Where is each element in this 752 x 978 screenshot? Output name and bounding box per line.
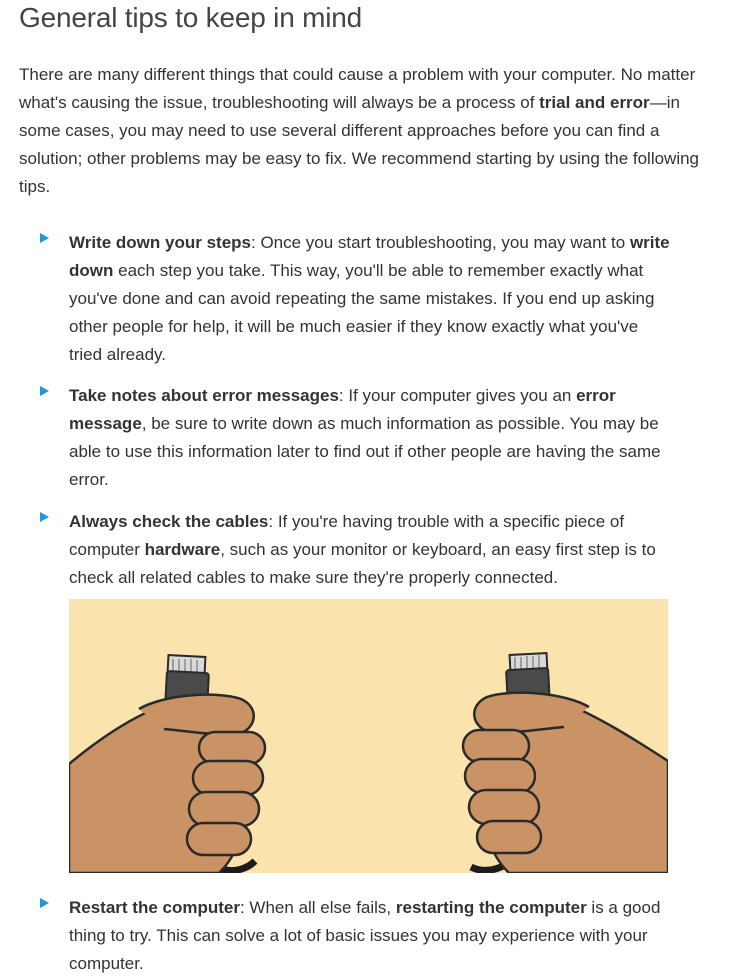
tip-body: : If your computer gives you an: [338, 386, 577, 405]
bullet-arrow-icon: [40, 898, 49, 908]
tip-text: [69, 229, 674, 369]
right-hand-icon: [463, 693, 668, 873]
bullet-arrow-icon: [40, 512, 49, 522]
tip-heading: Write down your steps: [69, 233, 251, 252]
intro-paragraph: [19, 61, 719, 201]
tip-body: : When all else fails,: [239, 898, 396, 917]
tip-body: is a good thing to try. This can solve a lot of basic issues you may experience with your computer.: [69, 898, 661, 973]
intro-text-1: There are many different things that could cause a problem with your computer. No matter what's causing the issue, troubleshooting will always be a process of: [19, 65, 696, 112]
hands-holding-cables-image: [69, 599, 668, 873]
cable-illustration: [69, 599, 668, 873]
bullet-arrow-icon: [40, 386, 49, 396]
tip-text: [69, 894, 674, 978]
tip-body: : If you're having trouble with a specific piece of computer: [69, 512, 625, 559]
tip-body: , be sure to write down as much information as possible. You may be able to use this information later to find out if other people are having the same error.: [69, 414, 661, 489]
tip-emphasis: error message: [69, 386, 616, 433]
tip-body: , such as your monitor or keyboard, an easy first step is to check all related cables to make sure they're properly connected.: [69, 540, 656, 587]
bullet-arrow-icon: [40, 233, 49, 243]
tip-heading: Restart the computer: [69, 898, 240, 917]
tip-heading: Take notes about error messages: [69, 386, 339, 405]
tip-emphasis: hardware: [144, 540, 221, 559]
tip-body: : Once you start troubleshooting, you may want to: [251, 233, 630, 252]
tip-text: [69, 382, 674, 494]
left-hand-icon: [69, 695, 265, 873]
tip-emphasis: write down: [69, 233, 670, 280]
tip-heading: Always check the cables: [69, 512, 269, 531]
intro-emphasis: trial and error: [539, 93, 650, 112]
intro-text-2: —in some cases, you may need to use several different approaches before you can find a solution; other problems may be easy to fix. We recommend starting by using the following tips.: [19, 93, 700, 196]
tip-emphasis: restarting the computer: [395, 898, 587, 917]
tip-text: [69, 508, 674, 592]
page-title: General tips to keep in mind: [19, 2, 363, 33]
tip-body: each step you take. This way, you'll be able to remember exactly what you've done and can avoid repeating the same mistakes. If you end up asking other people for help, it will be much easier if they know exactly what you've tried already.: [69, 261, 655, 364]
